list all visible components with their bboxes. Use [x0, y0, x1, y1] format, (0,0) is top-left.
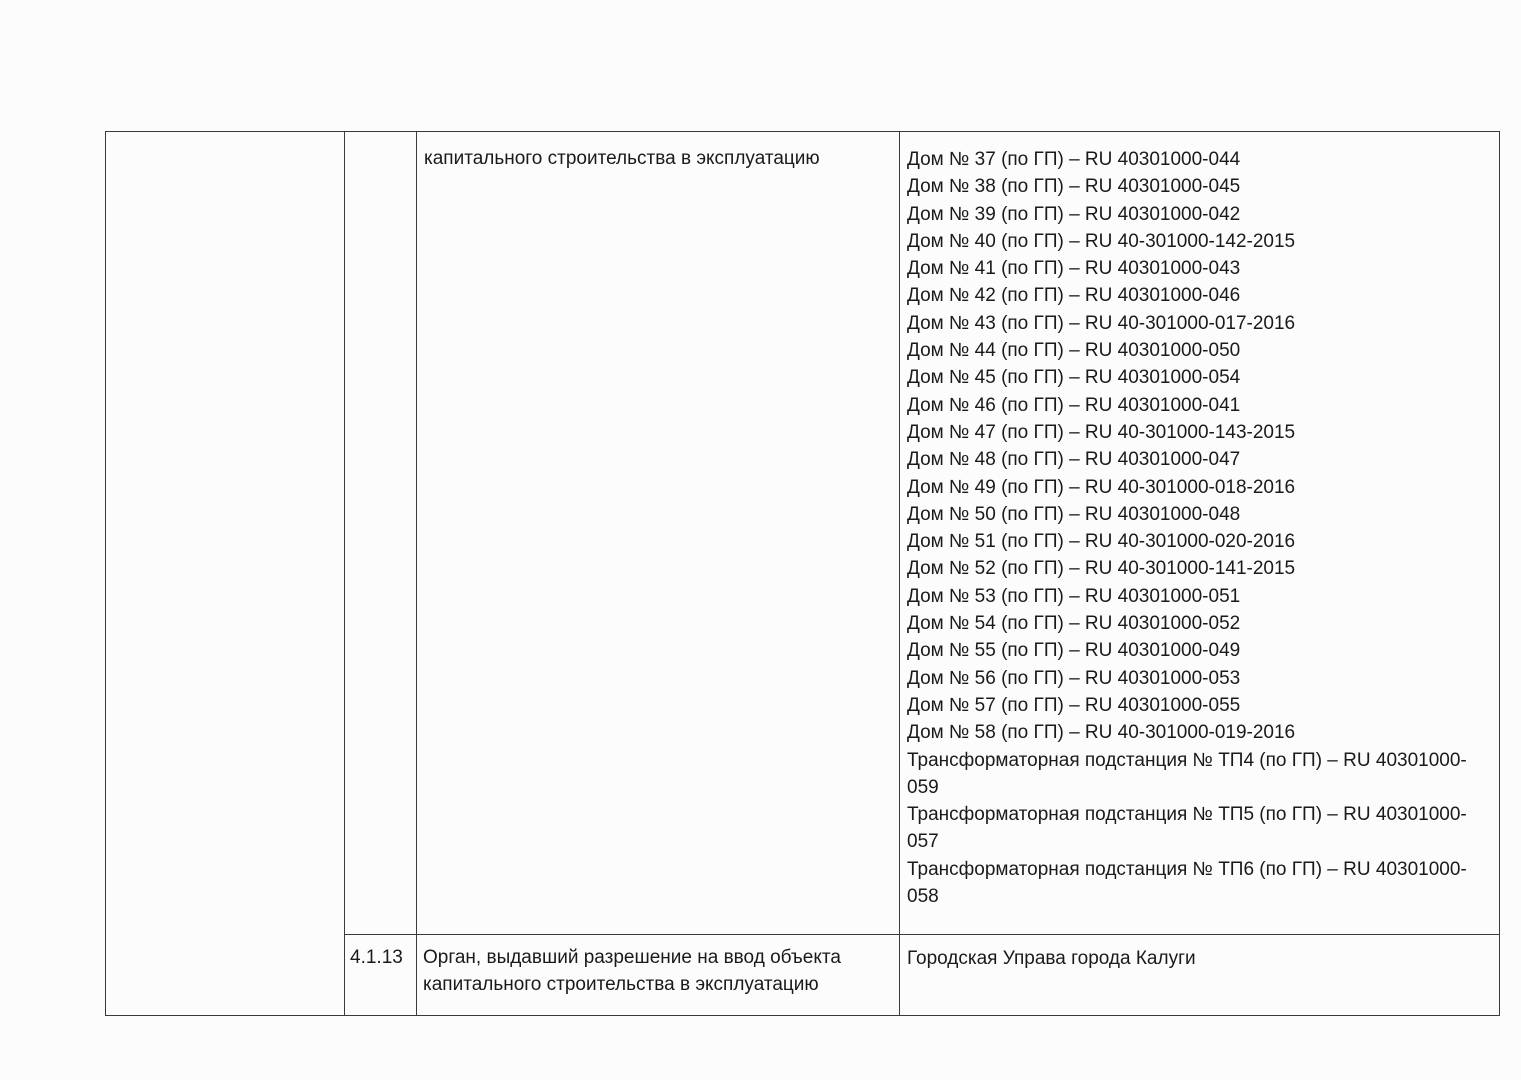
- permit-line: Дом № 42 (по ГП) – RU 40301000-046: [907, 285, 1241, 307]
- permit-table: [105, 131, 1500, 1016]
- permit-line: Дом № 50 (по ГП) – RU 40301000-048: [907, 503, 1241, 525]
- permit-line: Дом № 43 (по ГП) – RU 40-301000-017-2016: [907, 312, 1296, 334]
- permit-line: Дом № 58 (по ГП) – RU 40-301000-019-2016: [907, 722, 1296, 744]
- substation-entry: [907, 801, 1493, 856]
- item-number-cell: [345, 935, 417, 1016]
- permit-line: Дом № 38 (по ГП) – RU 40301000-045: [907, 176, 1241, 198]
- item-value-cell: [900, 935, 1500, 1016]
- substation-line: Трансформаторная подстанция № ТП5 (по ГП) – RU 40301000-: [907, 804, 1467, 826]
- permit-line: Дом № 52 (по ГП) – RU 40-301000-141-2015: [907, 558, 1296, 580]
- permit-line: Дом № 46 (по ГП) – RU 40301000-041: [907, 394, 1241, 416]
- substation-list: [907, 747, 1493, 911]
- substation-line: Трансформаторная подстанция № ТП4 (по ГП) – RU 40301000-: [907, 749, 1467, 771]
- substation-line: 059: [907, 776, 939, 798]
- permit-line: Дом № 37 (по ГП) – RU 40301000-044: [907, 149, 1241, 170]
- item-description: капитального строительства в эксплуатацию: [424, 148, 820, 169]
- issuing-authority: Городская Управа города Калуги: [907, 948, 1196, 969]
- substation-entry: [907, 747, 1493, 802]
- item-number-cell: [345, 132, 417, 935]
- table-row: [106, 132, 1500, 935]
- permit-line: Дом № 48 (по ГП) – RU 40301000-047: [907, 449, 1241, 471]
- permit-line: Дом № 55 (по ГП) – RU 40301000-049: [907, 640, 1241, 662]
- substation-line: 057: [907, 831, 939, 853]
- section-cell: [106, 132, 345, 1016]
- item-number: 4.1.13: [350, 947, 403, 968]
- permit-line: Дом № 39 (по ГП) – RU 40301000-042: [907, 203, 1241, 225]
- permit-line: Дом № 45 (по ГП) – RU 40301000-054: [907, 367, 1241, 389]
- permit-line: Дом № 47 (по ГП) – RU 40-301000-143-2015: [907, 421, 1296, 443]
- substation-entry: [907, 856, 1493, 911]
- item-description-cell: [417, 935, 900, 1016]
- permit-line: Дом № 54 (по ГП) – RU 40301000-052: [907, 613, 1241, 635]
- permit-line: Дом № 56 (по ГП) – RU 40301000-053: [907, 667, 1241, 689]
- item-description-cell: [417, 132, 900, 935]
- item-description-line: Орган, выдавший разрешение на ввод объекта: [423, 947, 841, 968]
- permit-line: Дом № 49 (по ГП) – RU 40-301000-018-2016: [907, 476, 1296, 498]
- substation-line: 058: [907, 886, 939, 908]
- permit-line: Дом № 44 (по ГП) – RU 40301000-050: [907, 340, 1241, 362]
- permit-line: Дом № 53 (по ГП) – RU 40301000-051: [907, 585, 1241, 607]
- permit-line: Дом № 51 (по ГП) – RU 40-301000-020-2016: [907, 531, 1296, 553]
- permit-line: Дом № 40 (по ГП) – RU 40-301000-142-2015: [907, 230, 1296, 252]
- substation-line: Трансформаторная подстанция № ТП6 (по ГП) – RU 40301000-: [907, 858, 1467, 880]
- permit-line: Дом № 41 (по ГП) – RU 40301000-043: [907, 258, 1241, 280]
- permit-list: [907, 146, 1493, 747]
- item-description-line: капитального строительства в эксплуатацию: [423, 974, 819, 996]
- permit-line: Дом № 57 (по ГП) – RU 40301000-055: [907, 694, 1241, 716]
- item-value-cell: [900, 132, 1500, 935]
